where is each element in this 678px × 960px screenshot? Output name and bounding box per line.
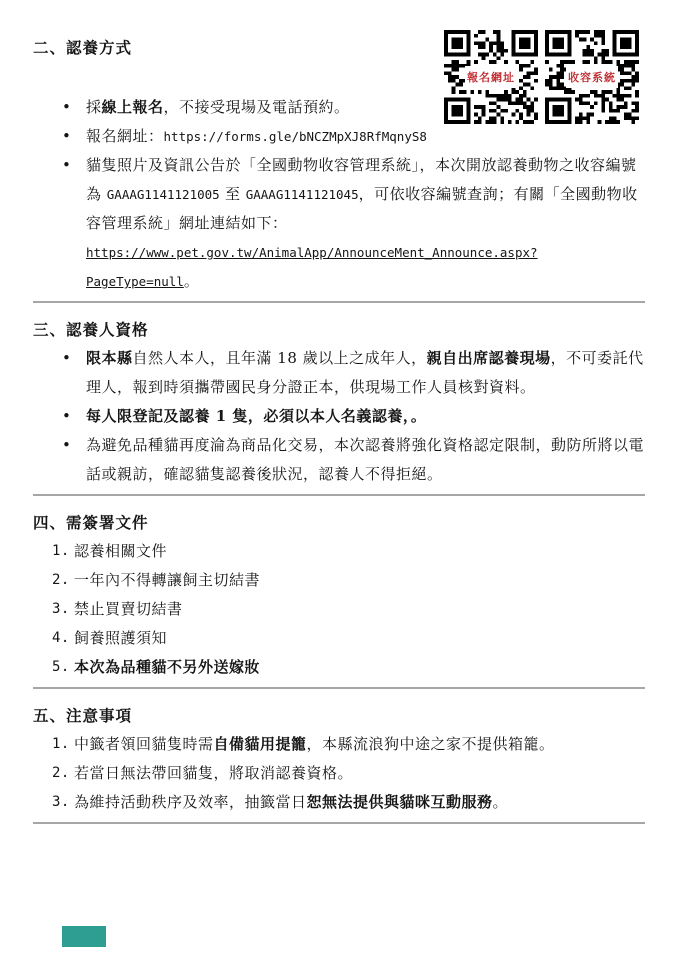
section-adopter-qualifications xyxy=(33,316,645,489)
qr-shelter xyxy=(545,30,639,124)
section-divider xyxy=(33,687,645,689)
text-segment: 。 xyxy=(492,793,509,811)
item-number: 4. xyxy=(52,630,70,646)
numbered-item-same-day-pickup xyxy=(52,759,645,788)
item-number: 1. xyxy=(52,543,70,559)
text-segment: 一年內不得轉讓飼主切結書 xyxy=(74,571,261,589)
text-segment: ，本縣流浪狗中途之家不提供箱籠。 xyxy=(306,735,555,753)
section-divider xyxy=(33,494,645,496)
bullet-text xyxy=(86,431,645,489)
text-segment: 貓隻照片及資訊公告於「全國動物收容管理系統」，本次開放認養動物之收容編號為 xyxy=(86,156,637,203)
text-segment: 至 xyxy=(219,185,246,203)
numbered-item-care-notice xyxy=(52,624,645,653)
qr-shelter-label: 收容系統 xyxy=(566,66,618,88)
item-text xyxy=(74,595,645,624)
bullet-dot xyxy=(62,344,86,373)
numbered-item-no-dowry xyxy=(52,653,645,682)
bullet-dot xyxy=(62,431,86,460)
text-segment: ，可依收容編號查詢；有關「全國動物收容管理系統」網址連結如下： xyxy=(86,185,638,232)
footer-artifact xyxy=(62,926,106,947)
adopter-qualifications-list xyxy=(33,344,645,489)
item-text xyxy=(74,624,645,653)
bullet-item-signup-url xyxy=(62,122,645,151)
item-number: 2. xyxy=(52,572,70,588)
numbered-item-adoption-docs xyxy=(52,537,645,566)
numbered-item-bring-carrier xyxy=(52,730,645,759)
bullet-item-shelter-system xyxy=(62,151,645,296)
text-segment: ，不接受現場及電話預約。 xyxy=(163,98,350,116)
section-divider xyxy=(33,301,645,303)
item-text xyxy=(74,653,645,682)
numbered-item-no-transfer xyxy=(52,566,645,595)
bullet-dot xyxy=(62,122,86,151)
shelter-id-start: GAAAG1141121005 xyxy=(106,187,220,202)
section-adoption-method-title: 二、認養方式 xyxy=(33,38,133,57)
bullet-dot xyxy=(62,402,86,431)
text-segment: 自然人本人，且年滿 18 歲以上之成年人， xyxy=(132,349,427,367)
text-segment: 禁止買賣切結書 xyxy=(74,600,183,618)
item-text xyxy=(74,537,645,566)
numbered-item-no-trading xyxy=(52,595,645,624)
qr-code-group xyxy=(444,30,639,124)
text-segment: 。 xyxy=(183,272,200,290)
item-text xyxy=(74,759,645,788)
shelter-system-url-link[interactable]: https://www.pet.gov.tw/AnimalApp/AnnounceMent_Announce.aspx?PageType=null xyxy=(86,245,538,289)
text-segment: 為維持活動秩序及效率，抽籤當日 xyxy=(74,793,307,811)
section-divider xyxy=(33,822,645,824)
section-adopter-qualifications-title: 三、認養人資格 xyxy=(33,320,149,339)
text-segment-bold: 本次為品種貓不另外送嫁妝 xyxy=(74,658,261,676)
item-number: 2. xyxy=(52,765,70,781)
text-segment: 為避免品種貓再度淪為商品化交易，本次認養將強化資格認定限制，動防所將以電話或親訪，確認貓隻認養後狀況，認養人不得拒絕。 xyxy=(86,436,645,483)
text-segment-bold: 線上報名 xyxy=(101,98,164,116)
bullet-text xyxy=(86,151,645,296)
text-segment: 中籤者領回貓隻時需 xyxy=(74,735,214,753)
bullet-dot xyxy=(62,151,86,180)
text-segment: 若當日無法帶回貓隻，將取消認養資格。 xyxy=(74,764,354,782)
item-text xyxy=(74,730,645,759)
text-segment-bold: 恕無法提供與貓咪互動服務 xyxy=(306,793,493,811)
text-segment: ，不可委託代理人，報到時須攜帶國民身分證正本，供現場工作人員核對資料。 xyxy=(86,349,644,396)
text-segment-bold: 限本縣 xyxy=(86,349,133,367)
text-segment-bold: 親自出席認養現場 xyxy=(426,349,551,367)
item-text xyxy=(74,788,645,817)
item-number: 1. xyxy=(52,736,70,752)
section-notes xyxy=(33,702,645,817)
section-required-documents xyxy=(33,509,645,682)
section-required-documents-title: 四、需簽署文件 xyxy=(33,513,149,532)
bullet-item-one-cat-limit xyxy=(62,402,645,431)
shelter-id-end: GAAAG1141121045 xyxy=(245,187,359,202)
signup-url-link[interactable]: https://forms.gle/bNCZMpXJ8RfMqnyS8 xyxy=(163,129,427,144)
bullet-item-followup-check xyxy=(62,431,645,489)
bullet-text xyxy=(86,402,645,431)
item-number: 3. xyxy=(52,601,70,617)
qr-signup xyxy=(444,30,538,124)
text-segment-bold: 自備貓用提籠 xyxy=(213,735,307,753)
text-segment: 採 xyxy=(86,98,102,116)
notes-list xyxy=(33,730,645,817)
item-number: 3. xyxy=(52,794,70,810)
qr-signup-label: 報名網址 xyxy=(465,66,517,88)
bullet-text xyxy=(86,122,645,151)
text-segment: 認養相關文件 xyxy=(74,542,168,560)
bullet-text xyxy=(86,344,645,402)
text-segment: 飼養照護須知 xyxy=(74,629,168,647)
item-text xyxy=(74,566,645,595)
item-number: 5. xyxy=(52,659,70,675)
bullet-item-residency xyxy=(62,344,645,402)
section-notes-title: 五、注意事項 xyxy=(33,706,133,725)
required-documents-list xyxy=(33,537,645,682)
text-segment-bold: 每人限登記及認養 1 隻，必須以本人名義認養，。 xyxy=(86,407,427,425)
numbered-item-no-interaction xyxy=(52,788,645,817)
bullet-dot xyxy=(62,93,86,122)
text-segment: 報名網址： xyxy=(86,127,164,145)
